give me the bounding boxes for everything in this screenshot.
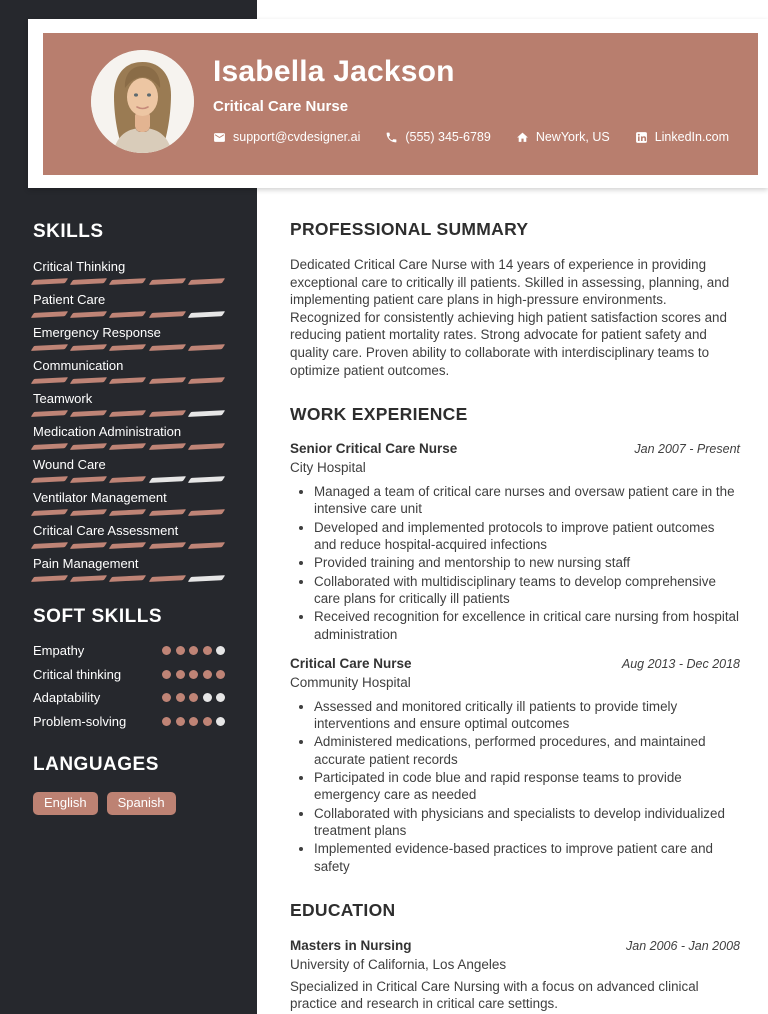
rating-dot-filled xyxy=(189,646,198,655)
soft-skill-dots xyxy=(162,717,225,726)
rating-dot-empty xyxy=(216,646,225,655)
skill-segment-filled xyxy=(31,377,69,384)
rating-dot-filled xyxy=(162,646,171,655)
portrait-illustration xyxy=(91,50,194,153)
education-dates: Jan 2006 - Jan 2008 xyxy=(626,938,740,953)
soft-skill-item xyxy=(33,643,225,658)
soft-skill-dots xyxy=(162,670,225,679)
languages-list xyxy=(33,792,225,815)
rating-dot-empty xyxy=(216,717,225,726)
skill-segment-filled xyxy=(70,509,108,516)
soft-skill-item xyxy=(33,667,225,682)
skill-segment-filled xyxy=(109,476,147,483)
job-bullet-item: • Administered medications, performed procedures, and maintained accurate patient records xyxy=(314,733,740,768)
summary-section-title: PROFESSIONAL SUMMARY xyxy=(290,219,529,239)
language-badge: Spanish xyxy=(107,792,176,815)
job-bullet-item: • Assessed and monitored critically ill patients to provide timely interventions and ensure optimal outcomes xyxy=(314,698,740,733)
rating-dot-filled xyxy=(162,693,171,702)
contact-location-label: NewYork, US xyxy=(535,130,610,144)
job-bullet-item: • Received recognition for excellence in critical care nursing from hospital administration xyxy=(314,608,740,643)
skill-level-bar xyxy=(33,279,225,285)
contact-row xyxy=(213,130,729,144)
skill-segment-filled xyxy=(188,377,226,384)
skill-level-bar xyxy=(33,477,225,483)
skill-segment-filled xyxy=(70,344,108,351)
skill-segment-filled xyxy=(188,509,226,516)
skill-item xyxy=(33,490,225,516)
home-icon xyxy=(516,131,529,144)
skill-segment-filled xyxy=(109,278,147,285)
job-bullet-item: • Provided training and mentorship to new nursing staff xyxy=(314,554,740,571)
skills-section-title: SKILLS xyxy=(33,221,104,242)
skill-segment-filled xyxy=(148,278,186,285)
skill-segment-filled xyxy=(70,575,108,582)
skill-label: Wound Care xyxy=(33,457,106,472)
job-header-row xyxy=(290,440,740,457)
skill-segment-filled xyxy=(109,344,147,351)
skill-item xyxy=(33,523,225,549)
skill-item xyxy=(33,325,225,351)
skill-segment-empty xyxy=(148,476,186,483)
person-name: Isabella Jackson xyxy=(213,55,455,88)
job-bullet-list xyxy=(290,698,740,875)
skill-segment-filled xyxy=(70,542,108,549)
job-company: Community Hospital xyxy=(290,674,411,690)
education-entry xyxy=(290,937,740,1013)
jobs-list xyxy=(290,440,740,875)
header-card xyxy=(28,19,768,188)
skill-level-bar xyxy=(33,576,225,582)
rating-dot-filled xyxy=(189,670,198,679)
skill-segment-filled xyxy=(148,410,186,417)
skill-label: Emergency Response xyxy=(33,325,161,340)
skill-segment-filled xyxy=(148,344,186,351)
soft-skills-list xyxy=(33,643,225,729)
job-entry xyxy=(290,655,740,875)
skill-segment-filled xyxy=(70,311,108,318)
rating-dot-filled xyxy=(203,717,212,726)
skill-level-bar xyxy=(33,345,225,351)
skill-level-bar xyxy=(33,543,225,549)
job-header-row xyxy=(290,655,740,672)
skill-segment-filled xyxy=(31,410,69,417)
skill-segment-filled xyxy=(109,509,147,516)
job-role: Senior Critical Care Nurse xyxy=(290,441,458,457)
skill-level-bar xyxy=(33,312,225,318)
skill-segment-filled xyxy=(31,509,69,516)
skill-item xyxy=(33,391,225,417)
skill-item xyxy=(33,259,225,285)
job-bullet-item: • Managed a team of critical care nurses and oversaw patient care in the intensive care unit xyxy=(314,483,740,518)
profile-photo xyxy=(91,50,194,153)
skills-list xyxy=(33,259,225,582)
skill-level-bar xyxy=(33,444,225,450)
contact-email xyxy=(213,130,360,144)
skill-level-bar xyxy=(33,411,225,417)
skill-segment-filled xyxy=(31,443,69,450)
skill-item xyxy=(33,556,225,582)
skill-segment-filled xyxy=(70,377,108,384)
sidebar xyxy=(33,221,225,815)
skill-segment-filled xyxy=(188,344,226,351)
education-header-row xyxy=(290,937,740,954)
skill-segment-filled xyxy=(148,443,186,450)
education-degree: Masters in Nursing xyxy=(290,937,412,953)
skill-segment-filled xyxy=(148,575,186,582)
skill-segment-filled xyxy=(188,278,226,285)
skill-item xyxy=(33,457,225,483)
contact-location xyxy=(516,130,610,144)
main-content xyxy=(290,219,740,1013)
soft-skill-item xyxy=(33,714,225,729)
skill-segment-filled xyxy=(109,575,147,582)
contact-linkedin xyxy=(635,130,729,144)
skill-segment-filled xyxy=(109,542,147,549)
languages-section-title: LANGUAGES xyxy=(33,753,159,775)
skill-segment-filled xyxy=(70,443,108,450)
education-school: University of California, Los Angeles xyxy=(290,956,507,972)
summary-text: Dedicated Critical Care Nurse with 14 years of experience in providing exceptional care to critically ill patients. Skilled in assessing, planning, and implementing patient care plans in high-pressure environments. Recognized for consistently achieving high patient satisfaction scores and reducing patient mortality rates. Strong advocate for patient safety and quality care. Proven ability to collaborate with interdisciplinary teams to optimize patient outcomes. xyxy=(290,257,730,378)
job-dates: Aug 2013 - Dec 2018 xyxy=(621,656,740,671)
job-bullet-item: • Implemented evidence-based practices to improve patient care and safety xyxy=(314,840,740,875)
skill-level-bar xyxy=(33,378,225,384)
skill-item xyxy=(33,424,225,450)
rating-dot-filled xyxy=(203,646,212,655)
rating-dot-filled xyxy=(176,717,185,726)
skill-item xyxy=(33,358,225,384)
job-bullet-item: • Developed and implemented protocols to improve patient outcomes and reduce hospital-acquired infections xyxy=(314,519,740,554)
skill-label: Critical Thinking xyxy=(33,259,126,274)
skill-level-bar xyxy=(33,510,225,516)
experience-section-title: WORK EXPERIENCE xyxy=(290,404,468,425)
skill-segment-empty xyxy=(188,575,226,582)
rating-dot-filled xyxy=(176,693,185,702)
soft-skill-dots xyxy=(162,646,225,655)
rating-dot-filled xyxy=(189,717,198,726)
soft-skill-item xyxy=(33,690,225,705)
contact-linkedin-label: LinkedIn.com xyxy=(654,130,730,144)
soft-skill-label: Empathy xyxy=(33,643,85,658)
skill-segment-filled xyxy=(109,311,147,318)
skill-segment-filled xyxy=(109,410,147,417)
skill-segment-filled xyxy=(188,443,226,450)
skill-label: Teamwork xyxy=(33,391,93,406)
skill-segment-filled xyxy=(31,542,69,549)
skill-segment-empty xyxy=(188,410,226,417)
skill-segment-filled xyxy=(31,344,69,351)
education-section-title: EDUCATION xyxy=(290,899,396,920)
skill-label: Ventilator Management xyxy=(33,490,167,505)
skill-segment-filled xyxy=(31,476,69,483)
job-bullet-list xyxy=(290,483,740,643)
person-job-title: Critical Care Nurse xyxy=(213,98,349,115)
skill-segment-empty xyxy=(188,311,226,318)
contact-phone-label: (555) 345-6789 xyxy=(405,130,491,144)
contact-email-label: support@cvdesigner.ai xyxy=(233,130,361,144)
rating-dot-filled xyxy=(162,670,171,679)
job-bullet-item: • Participated in code blue and rapid response teams to provide emergency care as needed xyxy=(314,769,740,804)
rating-dot-empty xyxy=(203,693,212,702)
job-bullet-item: • Collaborated with multidisciplinary teams to develop comprehensive care plans for critically ill patients xyxy=(314,573,740,608)
rating-dot-filled xyxy=(162,717,171,726)
skill-segment-filled xyxy=(188,542,226,549)
job-entry xyxy=(290,440,740,643)
skill-segment-empty xyxy=(188,476,226,483)
soft-skill-dots xyxy=(162,693,225,702)
skill-segment-filled xyxy=(70,278,108,285)
skill-segment-filled xyxy=(148,509,186,516)
skill-segment-filled xyxy=(31,311,69,318)
rating-dot-empty xyxy=(216,693,225,702)
email-icon xyxy=(213,131,226,144)
rating-dot-filled xyxy=(176,646,185,655)
skill-segment-filled xyxy=(70,410,108,417)
skill-segment-filled xyxy=(70,476,108,483)
skill-segment-filled xyxy=(148,542,186,549)
rating-dot-filled xyxy=(203,670,212,679)
skill-segment-filled xyxy=(148,377,186,384)
job-company: City Hospital xyxy=(290,460,366,476)
language-badge: English xyxy=(33,792,98,815)
phone-icon xyxy=(385,131,398,144)
contact-phone xyxy=(385,130,490,144)
soft-skill-label: Adaptability xyxy=(33,690,101,705)
skill-segment-filled xyxy=(31,278,69,285)
header-banner xyxy=(43,33,758,175)
soft-skill-label: Problem-solving xyxy=(33,713,127,729)
rating-dot-filled xyxy=(176,670,185,679)
education-detail: Specialized in Critical Care Nursing with a focus on advanced clinical practice and research in critical care settings. xyxy=(290,978,699,1012)
job-role: Critical Care Nurse xyxy=(290,655,412,671)
soft-skill-label: Critical thinking xyxy=(33,666,122,682)
skill-label: Critical Care Assessment xyxy=(33,523,179,538)
skill-label: Pain Management xyxy=(33,556,139,571)
skill-label: Communication xyxy=(33,358,124,373)
job-bullet-item: • Collaborated with physicians and specialists to develop individualized treatment plans xyxy=(314,805,740,840)
skill-segment-filled xyxy=(31,575,69,582)
skill-segment-filled xyxy=(148,311,186,318)
soft-skills-section-title: SOFT SKILLS xyxy=(33,606,162,627)
skill-label: Patient Care xyxy=(33,292,106,307)
skill-label: Medication Administration xyxy=(33,424,182,439)
rating-dot-filled xyxy=(216,670,225,679)
linkedin-icon xyxy=(635,131,648,144)
skill-segment-filled xyxy=(109,377,147,384)
skill-item xyxy=(33,292,225,318)
skill-segment-filled xyxy=(109,443,147,450)
rating-dot-filled xyxy=(189,693,198,702)
job-dates: Jan 2007 - Present xyxy=(634,442,740,457)
